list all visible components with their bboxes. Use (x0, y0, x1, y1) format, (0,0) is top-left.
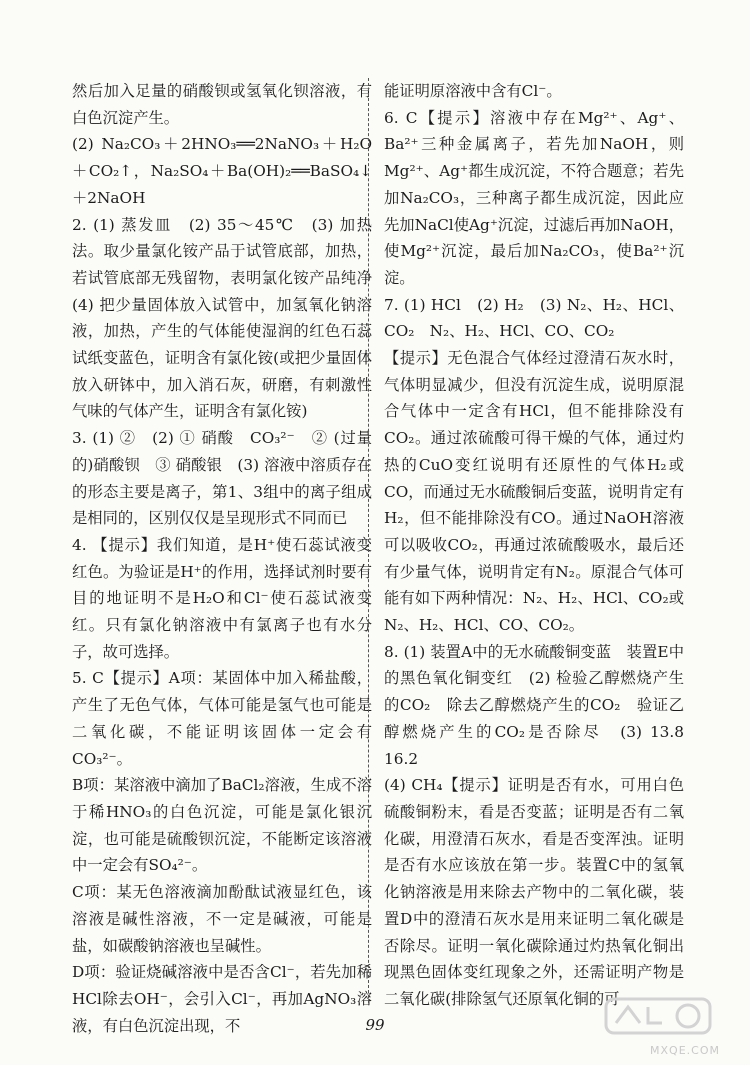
paragraph-right-0: 能证明原溶液中含有Cl⁻。 (384, 82, 562, 100)
paragraph-left-0: 然后加入足量的硝酸钡或氢氧化钡溶液，有白色沉淀产生。 (72, 82, 372, 127)
answer-8: 8. (1) 装置A中的无水硫酸铜变蓝 装置E中的黑色氧化铜变红 (2) 检验乙醇燃烧产生的CO₂ 除去乙醇燃烧产生的CO₂ 验证乙醇燃烧产生的CO₂是否除尽 (3) 13.8 16.2 (384, 642, 700, 768)
answer-3: 3. (1) ② (2) ① 硝酸 CO₃²⁻ ② (过量的)硝酸钡 ③ 硝酸银 (3) 溶液中溶质存在的形态主要是离子，第1、3组中的离子组成是相同的，区别仅仅是呈现形式不同而已 (72, 429, 372, 528)
page-number: 99 (365, 1016, 385, 1034)
answer-8-4: (4) CH₄【提示】证明是否有水，可用白色硫酸铜粉末，看是否变蓝；证明是否有二氧化碳，用澄清石灰水，看是否变浑浊。证明是否有水应该放在第一步。装置C中的氢氧化钠溶液是用来除去产物中的二氧化碳，装置D中的澄清石灰水是用来证明二氧化碳是否除尽。证明一氧化碳除通过灼热氧化铜出现黑色固体变红现象之外，还需证明产物是二氧化碳(排除氢气还原氧化铜的可 (384, 776, 684, 1008)
answer-7-hint: 【提示】无色混合气体经过澄清石灰水时，气体明显减少，但没有沉淀生成，说明原混合气体中一定含有HCl，但不能排除没有CO₂。通过浓硫酸可得干燥的气体，通过灼热的CuO变红说明有还原性的气体H₂或CO，而通过无水硫酸铜后变蓝，说明肯定有H₂，但不能排除没有CO。通过NaOH溶液可以吸收CO₂，再通过浓硫酸吸水，最后还有少量气体，说明肯定有N₂。原混合气体可能有如下两种情况：N₂、H₂、HCl、CO₂或N₂、H₂、HCl、CO、CO₂。 (384, 349, 684, 635)
answer-2: 2. (1) 蒸发皿 (2) 35～45℃ (3) 加热法。取少量氯化铵产品于试管底部，加热，若试管底部无残留物，表明氯化铵产品纯净 (4) 把少量固体放入试管中，加氢氧化钠溶液，加热，产生的气体能使湿润的红色石蕊试纸变蓝色，证明含有氯化铵(或把少量固体放入研钵中，加入消石灰，研磨，有刺激性气味的气体产生，证明含有氯化铵) (72, 215, 388, 421)
answer-7: 7. (1) HCl (2) H₂ (3) N₂、H₂、HCl、CO₂ N₂、H₂、HCl、CO、CO₂ (384, 295, 684, 341)
answer-5-a: 5. C【提示】A项：某固体中加入稀盐酸，产生了无色气体，气体可能是氢气也可能是二氧化碳，不能证明该固体一定会有CO₃²⁻。 (72, 669, 372, 768)
answer-4: 4. 【提示】我们知道，是H⁺使石蕊试液变红色。为验证是H⁺的作用，选择试剂时要有目的地证明不是H₂O和Cl⁻使石蕊试液变红。只有氯化钠溶液中有氯离子也有水分子，故可选择。 (72, 535, 372, 661)
watermark-text: MXQE.COM (650, 1044, 720, 1057)
answer-5-c: C项：某无色溶液滴加酚酞试液显红色，该溶液是碱性溶液，不一定是碱液，可能是盐，如碳酸钠溶液也呈碱性。 (72, 883, 372, 955)
answer-5-b: B项：某溶液中滴加了BaCl₂溶液，生成不溶于稀HNO₃的白色沉淀，可能是氯化银沉淀，也可能是硫酸钡沉淀，不能断定该溶液中一定会有SO₄²⁻。 (72, 776, 372, 875)
answer-5-d: D项：验证烧碱溶液中是否含Cl⁻，若先加稀HCl除去OH⁻，会引入Cl⁻，再加AgNO₃溶液，有白色沉淀出现，不 (72, 963, 372, 1035)
right-column (384, 78, 700, 1013)
paragraph-left-1: (2) Na₂CO₃＋2HNO₃══2NaNO₃＋H₂O＋CO₂↑，Na₂SO₄＋Ba(OH)₂══BaSO₄↓＋2NaOH (72, 135, 372, 207)
column-divider (368, 78, 369, 1003)
answer-6: 6. C【提示】溶液中存在Mg²⁺、Ag⁺、Ba²⁺三种金属离子，若先加NaOH，则Mg²⁺、Ag⁺都生成沉淀，不符合题意；若先加Na₂CO₃，三种离子都生成沉淀，因此应先加NaCl使Ag⁺沉淀，过滤后再加NaOH，使Mg²⁺沉淀，最后加Na₂CO₃，使Ba²⁺沉淀。 (384, 108, 684, 287)
